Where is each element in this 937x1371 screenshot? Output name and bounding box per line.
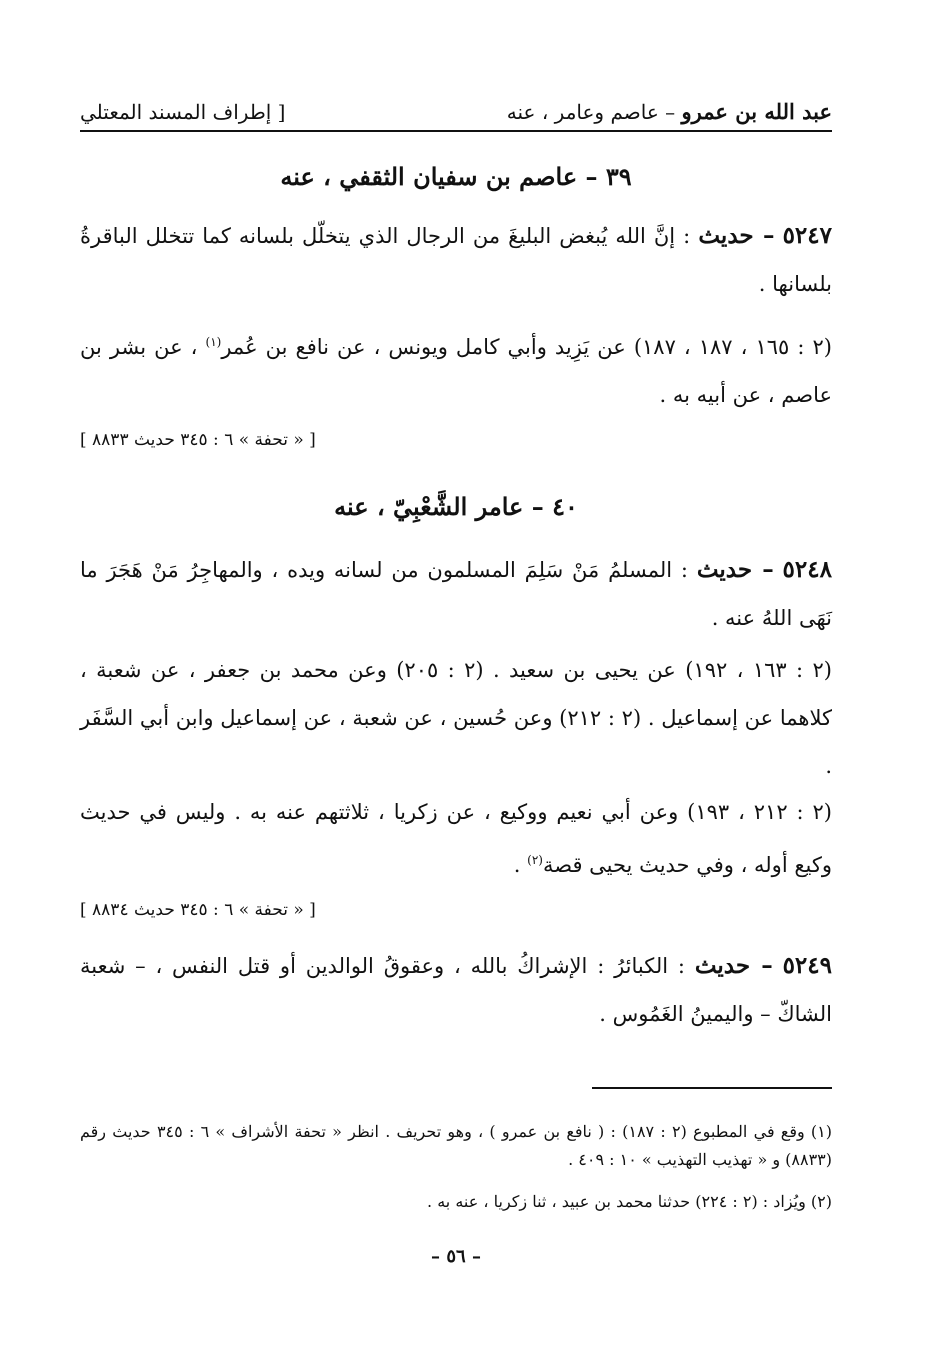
- hadith-text: : المسلمُ مَنْ سَلِمَ المسلمون من لسانه ويده ، والمهاجِرُ مَنْ هَجَرَ ما نَهَى اللهُ عنه .: [80, 558, 832, 630]
- hadith-number: ٥٢٤٩: [782, 952, 832, 979]
- header-divider: [80, 130, 832, 132]
- isnad-text: (٢ : ٢١٢ ، ١٩٣) وعن أبي نعيم ووكيع ، عن زكريا ، ثلاثتهم عنه به . وليس في حديث وكيع أوله ، وفي حديث يحيى قصة: [80, 800, 832, 877]
- tuhfa-text: [ « تحفة » ٦ : ٣٤٥ حديث ٨٨٣٤ ]: [80, 900, 316, 920]
- footnote-ref-1[interactable]: (١): [205, 335, 222, 349]
- hadith-keyword: – حديث: [696, 556, 774, 583]
- hadith-entry-5247: [80, 212, 832, 308]
- hadith-keyword: – حديث: [694, 952, 773, 979]
- tuhfa-reference-8834: [80, 898, 832, 922]
- footnote-ref-2[interactable]: (٢): [527, 853, 543, 867]
- isnad-text: (٢ : ١٦٥ ، ١٨٧ ، ١٨٧) عن يَزِيد وأبي كامل ويونس ، عن نافع بن عُمر: [221, 335, 832, 359]
- footnote-1: (١) وقع في المطبوع (٢ : ١٨٧) : ( نافع بن عمرو ) ، وهو تحريف . انظر « تحفة الأشراف » ٦ : ٣٤٥ حديث رقم (٨٨٣٣) و « تهذيب التهذيب » ١٠ : ٤٠٩ .: [80, 1122, 833, 1169]
- isnad-chain-5248-b: [80, 788, 832, 889]
- running-title-main: عبد الله بن عمرو: [681, 99, 832, 124]
- page-number-text: – ٥٦ –: [431, 1246, 481, 1267]
- footnote-2: (٢) ويُزاد : (٢ : ٢٢٤) حدثنا محمد بن عبيد ، ثنا زكريا ، عنه به .: [427, 1192, 832, 1211]
- running-title-sub: – عاصم وعامر ، عنه: [506, 100, 676, 124]
- isnad-text-cont: ، عن بشر بن عاصم ، عن أبيه به .: [80, 335, 832, 407]
- hadith-number: ٥٢٤٨: [782, 556, 832, 583]
- isnad-text-cont: .: [513, 853, 521, 877]
- tuhfa-text: [ « تحفة » ٦ : ٣٤٥ حديث ٨٨٣٣ ]: [80, 430, 316, 450]
- running-title: [507, 92, 832, 132]
- hadith-entry-5248: [80, 546, 832, 642]
- isnad-chain-5247: [80, 318, 832, 419]
- book-title: [ إطراف المسند المعتلي: [80, 100, 286, 124]
- running-header: [80, 92, 832, 132]
- isnad-chain-5248-a: (٢ : ١٦٣ ، ١٩٢) عن يحيى بن سعيد . (٢ : ٢٠٥) وعن محمد بن جعفر ، عن شعبة ، كلاهما عن إسماعيل . (٢ : ٢١٢) وعن حُسين ، عن شعبة ، عن إسماعيل وابن أبي السَّفَر .: [80, 658, 832, 778]
- hadith-keyword: – حديث: [698, 222, 775, 249]
- hadith-number: ٥٢٤٧: [782, 222, 832, 249]
- page-number: [80, 1242, 832, 1272]
- section-title-40: ٤٠ – عامر الشَّعْبِيّ ، عنه: [334, 492, 578, 521]
- hadith-text: : الكبائرُ : الإشراكُ بالله ، وعقوقُ الوالدين أو قتل النفس ، – شعبة الشاكّ – واليمينُ الغَمُوس .: [80, 954, 832, 1026]
- footnote-divider: [592, 1087, 832, 1089]
- section-title-39: ٣٩ – عاصم بن سفيان الثقفي ، عنه: [280, 162, 632, 191]
- hadith-entry-5249: [80, 942, 832, 1038]
- tuhfa-reference-8833: [80, 428, 832, 452]
- hadith-text: : إنَّ الله يُبغض البليغَ من الرجال الذي يتخلّل بلسانه كما تتخلل الباقرةُ بلسانها .: [80, 224, 832, 296]
